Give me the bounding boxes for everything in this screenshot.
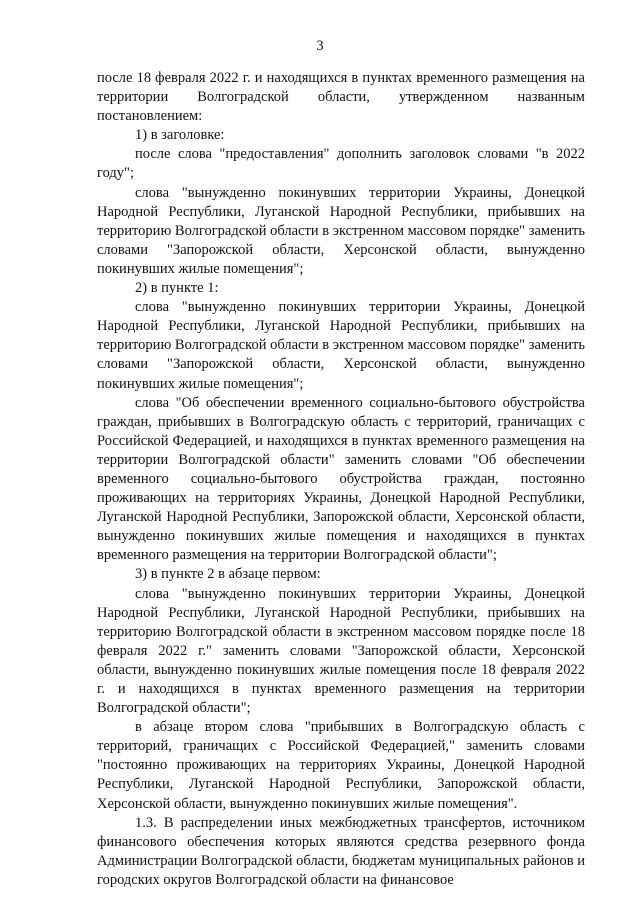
paragraph: после 18 февраля 2022 г. и находящихся в пунктах временного размещения на территории Волгоградской области, утвержденном названным постановлением:: [97, 70, 585, 125]
page-number: 3: [316, 38, 324, 54]
paragraph: 2) в пункте 1:: [135, 280, 219, 297]
paragraph: после слова "предоставления" дополнить заголовок словами "в 2022 году";: [97, 146, 585, 182]
paragraph: 3) в пункте 2 в абзаце первом:: [135, 566, 321, 583]
document-body: [97, 69, 585, 890]
paragraph: 1.3. В распределении иных межбюджетных трансфертов, источником финансового обеспечения которых являются средства резервного фонда Администрации Волгоградской области, бюджетам муниципальных районов и городских округов Волгоградской области на финансовое: [97, 814, 585, 888]
paragraph: 1) в заголовке:: [135, 127, 225, 144]
paragraph: слова "вынужденно покинувших территории Украины, Донецкой Народной Республики, Луганской Народной Республики, прибывших на территорию Волгоградской области в экстренном массовом порядке" заменить словами "Запорожской области, Херсонской области, вынужденно покинувших жилые помещения";: [97, 184, 585, 277]
paragraph: в абзаце втором слова "прибывших в Волгоградскую область с территорий, граничащих с Российской Федерацией," заменить словами "постоянно проживающих на территориях Украины, Донецкой Народной Республики, Луганской Народной Республики, Запорожской области, Херсонской области, вынужденно покинувших жилые помещения".: [97, 719, 585, 812]
paragraph: слова "вынужденно покинувших территории Украины, Донецкой Народной Республики, Луганской Народной Республики, прибывших на территорию Волгоградской области в экстренном массовом порядке" заменить словами "Запорожской области, Херсонской области, вынужденно покинувших жилые помещения";: [97, 299, 585, 392]
paragraph: слова "вынужденно покинувших территории Украины, Донецкой Народной Республики, Луганской Народной Республики, прибывших на территорию Волгоградской области в экстренном массовом порядке после 18 февраля 2022 г." заменить словами "Запорожской области, Херсонской области, вынужденно покинувших жилые помещения после 18 февраля 2022 г. и находящихся в пунктах временного размещения на территории Волгоградской области";: [97, 585, 585, 717]
paragraph: слова "Об обеспечении временного социально-бытового обустройства граждан, прибывших в Волгоградскую область с территорий, граничащих с Российской Федерацией, и находящихся в пунктах временного размещения на территории Волгоградской области" заменить словами "Об обеспечении временного социально-бытового обустройства граждан, постоянно проживающих на территориях Украины, Донецкой Народной Республики, Луганской Народной Республики, Запорожской области, Херсонской области, вынужденно покинувших жилые помещения и находящихся в пунктах временного размещения на территории Волгоградской области";: [97, 394, 585, 564]
